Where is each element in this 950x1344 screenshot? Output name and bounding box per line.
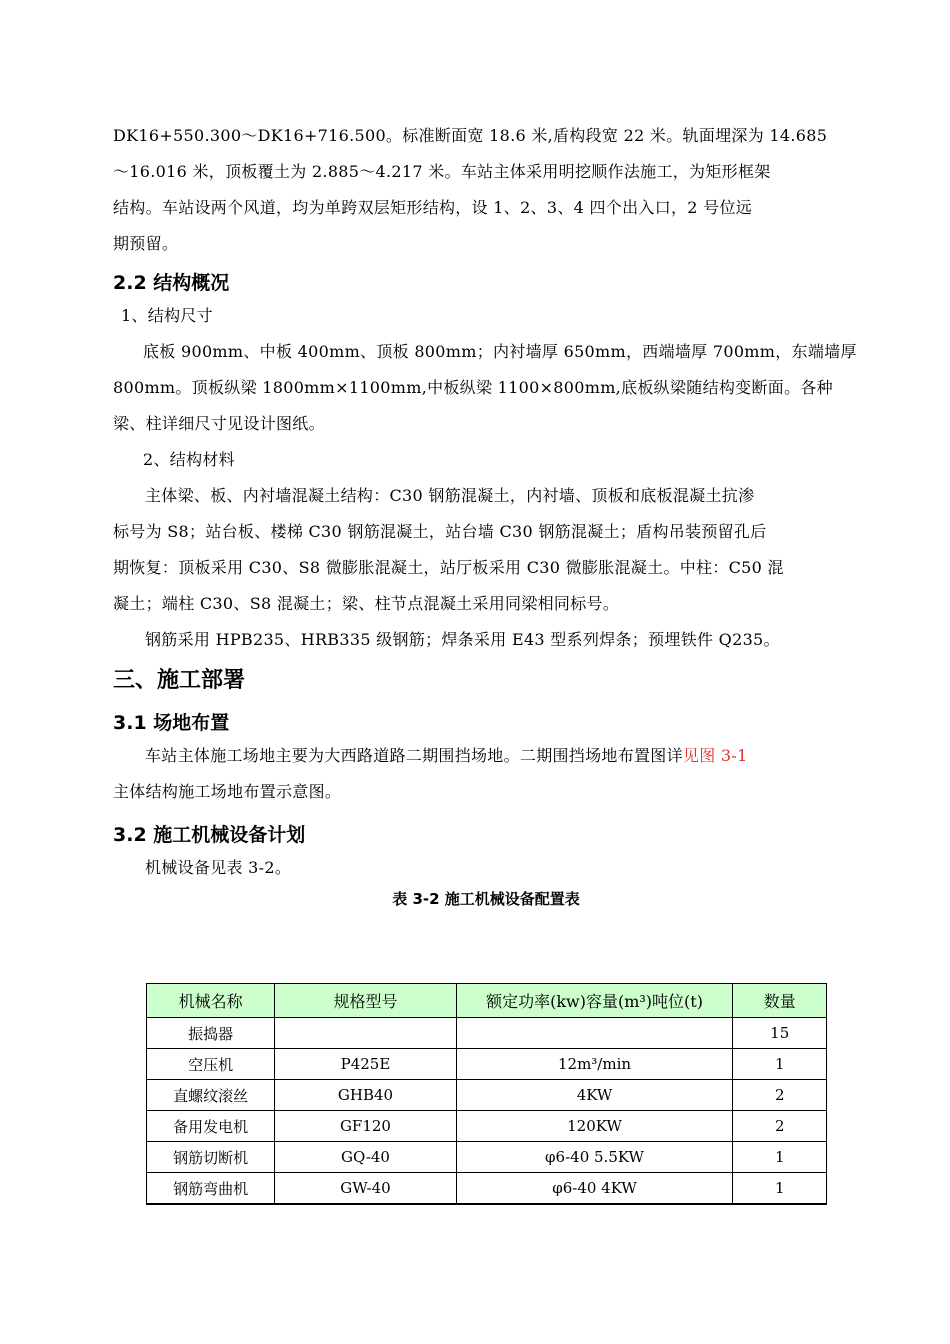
paragraph-site-line-1 — [113, 738, 859, 774]
heading-2-2: 2.2 结构概况 — [113, 272, 230, 294]
cell-name: 空压机 — [147, 1049, 275, 1080]
header-qty: 数量 — [733, 984, 827, 1018]
table-row — [147, 1018, 827, 1049]
table-row — [147, 1080, 827, 1111]
paragraph-size-line-2: 800mm。顶板纵梁 1800mm×1100mm,中板纵梁 1100×800mm,底板纵梁随结构变断面。各种 — [113, 378, 833, 397]
heading-3-2: 3.2 施工机械设备计划 — [113, 824, 306, 846]
intro-line-4: 期预留。 — [113, 234, 179, 253]
cell-qty: 1 — [733, 1142, 827, 1173]
cell-model: GHB40 — [275, 1080, 456, 1111]
intro-line-1: DK16+550.300～DK16+716.500。标准断面宽 18.6 米,盾构段宽 22 米。轨面埋深为 14.685 — [113, 126, 828, 145]
document-body — [113, 118, 859, 912]
table-row — [147, 1111, 827, 1142]
header-model: 规格型号 — [275, 984, 456, 1018]
site-text: 车站主体施工场地主要为大西路道路二期围挡场地。二期围挡场地布置图详 — [145, 746, 683, 765]
paragraph-size-line-3: 梁、柱详细尺寸见设计图纸。 — [113, 414, 325, 433]
cell-name: 备用发电机 — [147, 1111, 275, 1142]
paragraph-site-line-2: 主体结构施工场地布置示意图。 — [113, 782, 342, 801]
intro-line-2: ～16.016 米，顶板覆土为 2.885～4.217 米。车站主体采用明挖顺作法施工，为矩形框架 — [113, 162, 771, 181]
paragraph-material-line-2: 标号为 S8；站台板、楼梯 C30 钢筋混凝土，站台墙 C30 钢筋混凝土；盾构吊装预留孔后 — [113, 522, 767, 541]
intro-line-3: 结构。车站设两个风道，均为单跨双层矩形结构，设 1、2、3、4 四个出入口，2 号位远 — [113, 198, 753, 217]
subheading-structure-material: 2、结构材料 — [143, 450, 235, 469]
cell-name: 振捣器 — [147, 1018, 275, 1049]
cell-model — [275, 1018, 456, 1049]
cell-qty: 1 — [733, 1049, 827, 1080]
cell-model: P425E — [275, 1049, 456, 1080]
paragraph-material-line-1: 主体梁、板、内衬墙混凝土结构：C30 钢筋混凝土，内衬墙、顶板和底板混凝土抗渗 — [145, 486, 755, 505]
table-row — [147, 1049, 827, 1080]
cell-spec: φ6-40 5.5KW — [456, 1142, 733, 1173]
paragraph-material-line-4: 凝土；端柱 C30、S8 混凝土；梁、柱节点混凝土采用同梁相同标号。 — [113, 594, 620, 613]
cell-name: 直螺纹滚丝 — [147, 1080, 275, 1111]
cell-model: GQ-40 — [275, 1142, 456, 1173]
table-row — [147, 1142, 827, 1173]
header-name: 机械名称 — [147, 984, 275, 1018]
subheading-structure-size: 1、结构尺寸 — [121, 306, 213, 325]
cell-name: 钢筋切断机 — [147, 1142, 275, 1173]
table-header-row — [147, 984, 827, 1018]
cell-name: 钢筋弯曲机 — [147, 1173, 275, 1205]
paragraph-steel: 钢筋采用 HPB235、HRB335 级钢筋；焊条采用 E43 型系列焊条；预埋铁件 Q235。 — [145, 630, 780, 649]
header-spec: 额定功率(kw)容量(m³)吨位(t) — [456, 984, 733, 1018]
table-caption: 表 3-2 施工机械设备配置表 — [392, 890, 580, 908]
paragraph-material-line-3: 期恢复：顶板采用 C30、S8 微膨胀混凝土，站厅板采用 C30 微膨胀混凝土。中柱：C50 混 — [113, 558, 784, 577]
cell-spec — [456, 1018, 733, 1049]
cell-spec: φ6-40 4KW — [456, 1173, 733, 1205]
cell-qty: 15 — [733, 1018, 827, 1049]
cell-model: GF120 — [275, 1111, 456, 1142]
equipment-table — [146, 983, 827, 1205]
cell-spec: 120KW — [456, 1111, 733, 1142]
cell-model: GW-40 — [275, 1173, 456, 1205]
figure-reference-link[interactable]: 见图 3-1 — [682, 746, 748, 765]
cell-spec: 12m³/min — [456, 1049, 733, 1080]
paragraph-size-line-1: 底板 900mm、中板 400mm、顶板 800mm；内衬墙厚 650mm，西端墙厚 700mm，东端墙厚 — [143, 342, 857, 361]
cell-spec: 4KW — [456, 1080, 733, 1111]
cell-qty: 1 — [733, 1173, 827, 1205]
cell-qty: 2 — [733, 1080, 827, 1111]
table-row — [147, 1173, 827, 1205]
cell-qty: 2 — [733, 1111, 827, 1142]
paragraph-equipment: 机械设备见表 3-2。 — [145, 858, 292, 877]
heading-3-1: 3.1 场地布置 — [113, 712, 230, 734]
heading-section-3: 三、施工部署 — [113, 668, 246, 693]
